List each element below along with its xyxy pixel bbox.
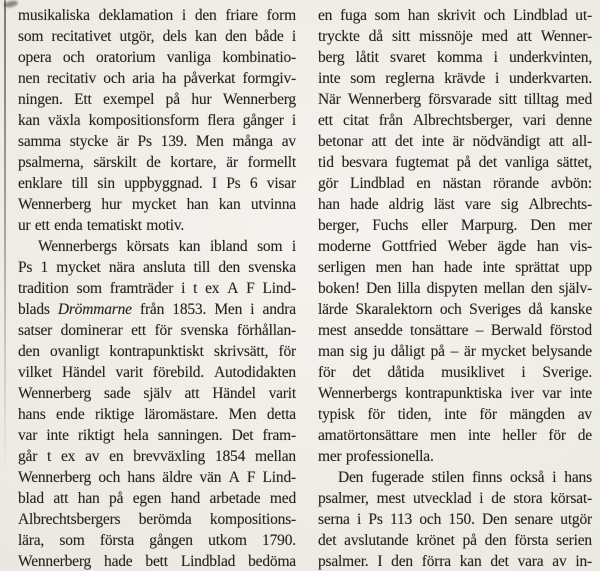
text-line: psalmer. I den förra kan det vara av in-: [318, 553, 592, 570]
text-line: boken! Den lilla dispyten mellan den själv-: [318, 280, 592, 297]
text-line: När Wennerberg försvarade sitt tilltag med: [318, 91, 592, 108]
text-line: tid besvara fugtemat på det vanliga sättet,: [318, 154, 592, 171]
text-line: som recitativet utgör, dels kan den både i: [18, 28, 296, 45]
text-line: lärde Skaralektorn och Sveriges då kanske: [318, 301, 592, 318]
text-line: betonar att det inte är nödvändigt att all-: [318, 133, 592, 150]
text-line: ur ett enda tematiskt motiv.: [18, 217, 185, 234]
text-line: serna i Ps 113 och 150. Den senare utgör: [318, 511, 592, 528]
scan-binding-edge-artifact: [4, 0, 6, 475]
text-line: ningen. Ett exempel på hur Wennerberg: [18, 91, 296, 108]
text-line: Wennerbergs körsats kan ibland som i: [38, 238, 296, 255]
scan-smudge-artifact: [4, 0, 19, 8]
text-line: musikaliska deklamation i den friare form: [18, 7, 296, 24]
text-line: nen recitativ och aria ha påverkat formgiv-: [18, 70, 296, 87]
text-line: amatörtonsättare men inte heller för de: [318, 427, 592, 444]
text-line: gör Lindblad en nästan rörande avbön:: [318, 175, 592, 192]
text-line: serligen men han hade inte sprättat upp: [318, 259, 592, 276]
text-line: för det dåtida musiklivet i Sverige.: [318, 364, 592, 381]
text-line: den ovanligt kontrapunktiskt skrivsätt, för: [18, 343, 296, 360]
text-line: mest ansedde tonsättare – Berwald förstod: [318, 322, 592, 339]
text-line: han hade aldrig läst vare sig Albrechts-: [318, 196, 592, 213]
text-line: satser dominerar ett för svenska förhållan-: [18, 322, 296, 339]
text-line: var inte riktigt hela sanningen. Det fram-: [18, 427, 296, 444]
text-line: berger, Fuchs eller Marpurg. Den mer: [318, 217, 592, 234]
text-line: det avslutande krönet på den första serien: [318, 532, 592, 549]
text-column-left: [18, 5, 296, 571]
text-line: mer professionella.: [318, 448, 434, 465]
text-line: berg låtit svaret komma i underkvinten,: [318, 49, 592, 66]
text-line: kan växla kompositionsform flera gånger i: [18, 112, 296, 129]
text-line: inte som reglerna krävde i underkvarten.: [318, 70, 592, 87]
text-line: Wennerberg och hans äldre vän A F Lind-: [18, 469, 296, 486]
text-line: psalmer, mest utvecklad i de stora körsat-: [318, 490, 592, 507]
text-line: hans ende riktige läromästare. Men detta: [18, 406, 296, 423]
text-line: en fuga som han skrivit och Lindblad ut-: [318, 7, 592, 24]
text-line: man sig ju dåligt på – är mycket belysande: [318, 343, 592, 360]
text-line: Wennerberg hur mycket han kan utvinna: [18, 196, 296, 213]
text-line: lära, som första gången utkom 1790.: [18, 532, 296, 549]
text-line: blad att han på egen hand arbetade med: [18, 490, 296, 507]
text-line: blads Drömmarne från 1853. Men i andra: [18, 301, 296, 318]
text-line: ett citat från Albrechtsberger, vari denne: [318, 112, 592, 129]
text-line: Wennerbergs kontrapunktiska iver var inte: [318, 385, 592, 402]
text-line: Albrechtsbergers berömda kompositions-: [18, 511, 296, 528]
text-line: moderne Gottfried Weber ägde han vis-: [318, 238, 592, 255]
text-line: enklare till sin uppbyggnad. I Ps 6 visar: [18, 175, 296, 192]
text-line: Wennerberg hade bett Lindblad bedöma: [18, 553, 296, 570]
text-line: Wennerberg sade själv att Händel varit: [18, 385, 296, 402]
text-line: Ps 1 mycket nära ansluta till den svenska: [18, 259, 296, 276]
text-line: typisk för tiden, inte för mängden av: [318, 406, 592, 423]
text-line: tradition som framträder i t ex A F Lind-: [18, 280, 296, 297]
text-line: vilket Händel varit förebild. Autodidakten: [18, 364, 296, 381]
text-line: samma stycke är Ps 139. Men många av: [18, 133, 296, 150]
text-line: opera och oratorium vanliga kombinatio-: [18, 49, 296, 66]
text-line: går t ex av en brevväxling 1854 mellan: [18, 448, 296, 465]
text-line: psalmerna, särskilt de kortare, är formellt: [18, 154, 296, 171]
text-column-right: [318, 5, 592, 571]
text-line: tryckte då sitt missnöje med att Wenner-: [318, 28, 592, 45]
text-line: Den fugerade stilen finns också i hans: [338, 469, 592, 486]
